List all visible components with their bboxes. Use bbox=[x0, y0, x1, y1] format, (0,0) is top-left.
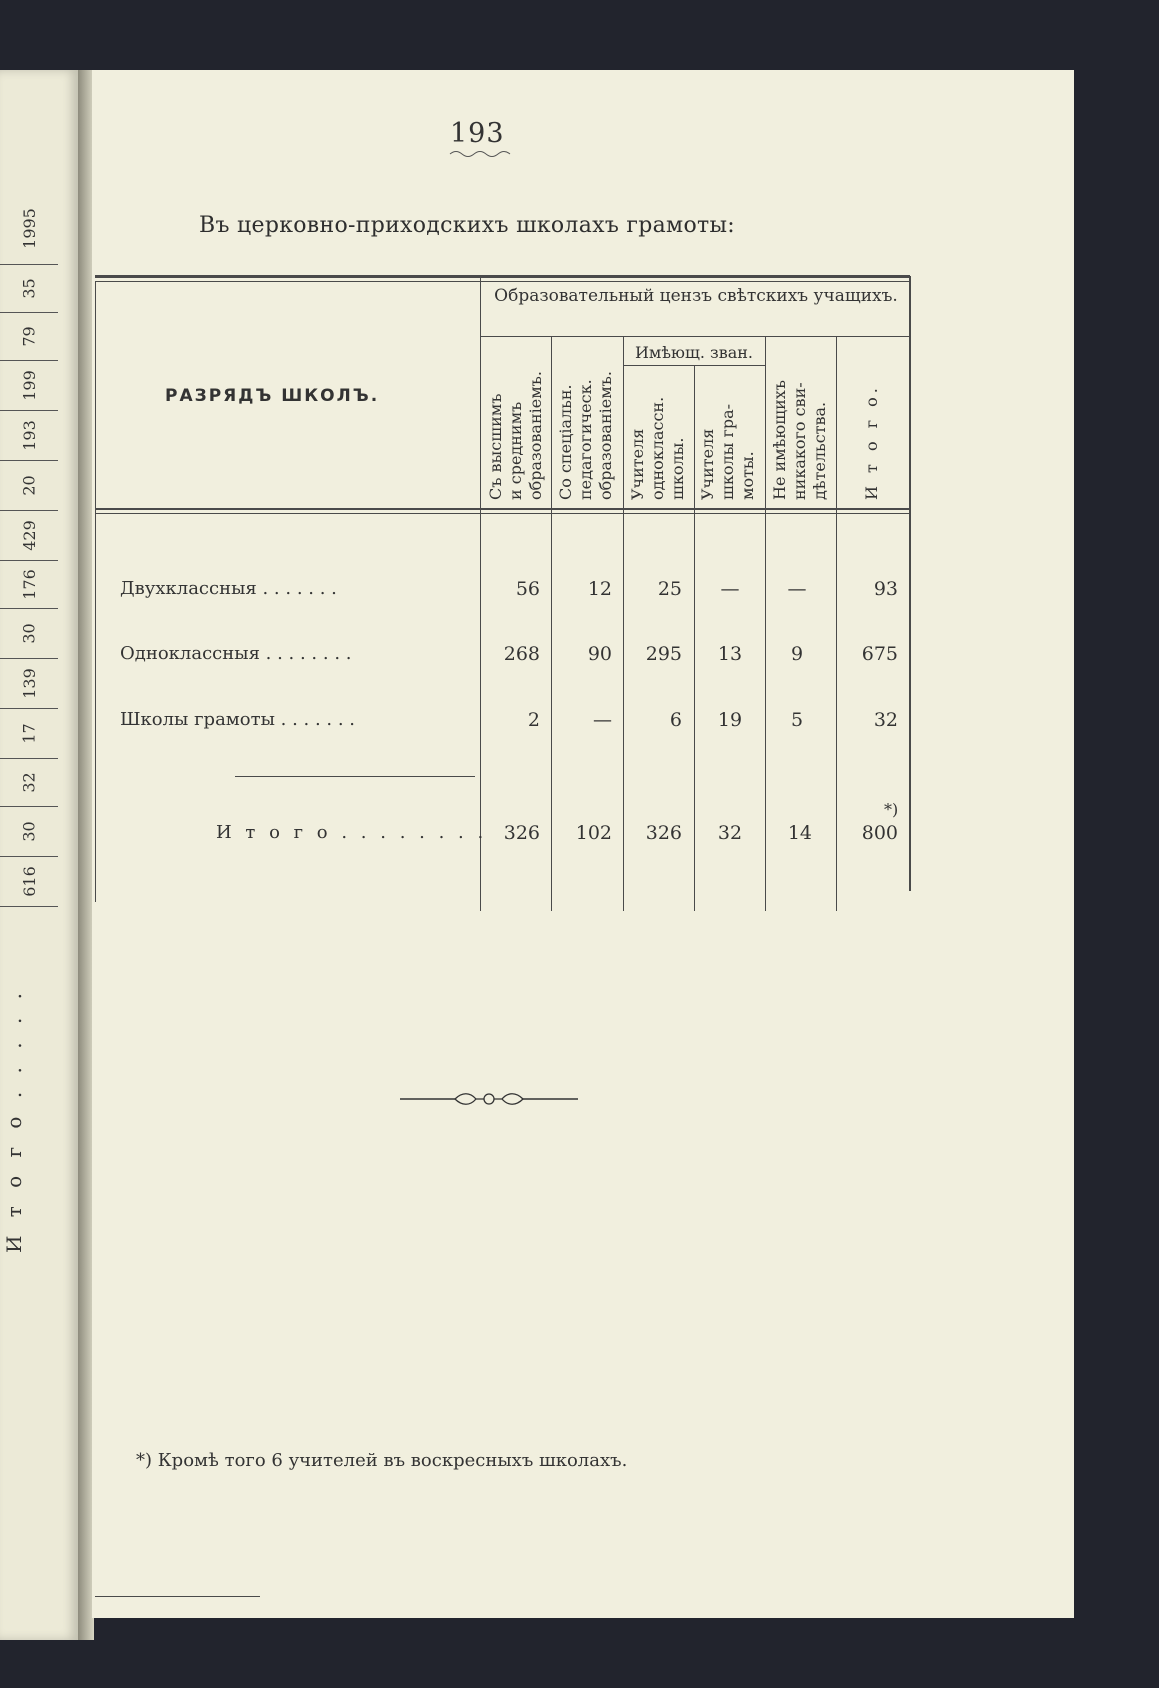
table-top-rule bbox=[95, 275, 910, 278]
header-bottom-rule bbox=[95, 508, 910, 510]
left-page-total-label: И т о г о . . . . . bbox=[2, 986, 27, 1254]
table-cell: 93 bbox=[873, 578, 898, 600]
left-page-value: 17 bbox=[0, 708, 58, 759]
column-header: Со спеціальн. педагогическ. образованіемъ. bbox=[556, 371, 615, 500]
left-page-value: 199 bbox=[0, 360, 58, 411]
left-page-value: 20 bbox=[0, 460, 58, 511]
left-page-value: 35 bbox=[0, 264, 58, 313]
total-cell: 326 bbox=[503, 822, 540, 844]
left-page-values bbox=[0, 192, 58, 1572]
row-header: РАЗРЯДЪ ШКОЛЪ. bbox=[165, 386, 380, 406]
ornament-divider bbox=[400, 1090, 578, 1108]
footnote: *) Кромѣ того 6 учителей въ воскресныхъ школахъ. bbox=[136, 1450, 628, 1471]
left-page-value: 429 bbox=[0, 510, 58, 561]
total-label: И т о г о . . . . . . . . bbox=[216, 822, 488, 843]
group-header: Образовательный цензъ свѣтскихъ учащихъ. bbox=[494, 286, 898, 306]
left-page-value: 616 bbox=[0, 856, 58, 907]
left-page-value: 79 bbox=[0, 312, 58, 361]
left-page-value: 176 bbox=[0, 560, 58, 609]
page-number: 193 bbox=[450, 118, 505, 149]
table-cell: 32 bbox=[873, 709, 898, 731]
section-title: Въ церковно-приходскихъ школахъ грамоты: bbox=[199, 213, 735, 238]
table-cell: 13 bbox=[717, 643, 743, 665]
left-page-value: 32 bbox=[0, 758, 58, 807]
row-label: Двухклассныя . . . . . . . bbox=[120, 578, 337, 599]
column-header: Не имѣющихъ никакого сви- дѣтельства. bbox=[770, 380, 829, 500]
total-cell: 32 bbox=[717, 822, 743, 844]
left-page-value: 30 bbox=[0, 806, 58, 857]
table-cell: 19 bbox=[717, 709, 743, 731]
table-cell: — bbox=[787, 578, 807, 600]
table-cell: 6 bbox=[669, 709, 682, 731]
table-right-border bbox=[909, 276, 911, 891]
table-cell: 268 bbox=[503, 643, 540, 665]
column-header: Съ высшимъ и среднимъ образованіемъ. bbox=[486, 371, 545, 500]
column-header: Учителя школы гра- моты. bbox=[698, 403, 757, 500]
left-page-value: 193 bbox=[0, 410, 58, 461]
footnote-rule bbox=[95, 1596, 260, 1597]
left-page-value: 139 bbox=[0, 658, 58, 709]
column-header: И т о г о. bbox=[862, 384, 881, 500]
row-label: Одноклассныя . . . . . . . . bbox=[120, 643, 352, 664]
table-cell: 295 bbox=[645, 643, 682, 665]
column-divider bbox=[836, 337, 837, 911]
column-divider bbox=[623, 337, 624, 911]
subgroup-header: Имѣющ. зван. bbox=[634, 343, 754, 362]
table-cell: 5 bbox=[790, 709, 804, 731]
table-left-border bbox=[95, 282, 96, 902]
total-cell: 14 bbox=[787, 822, 812, 844]
column-divider bbox=[480, 276, 481, 911]
column-header: Учителя одноклассн. школы. bbox=[628, 396, 687, 500]
table-cell: 56 bbox=[515, 578, 540, 600]
total-rule bbox=[235, 776, 475, 777]
table-cell: 9 bbox=[790, 643, 804, 665]
table-top-rule-thin bbox=[95, 281, 910, 282]
table-cell: 25 bbox=[657, 578, 682, 600]
page-number-ornament bbox=[448, 149, 518, 159]
left-page-value: 30 bbox=[0, 608, 58, 659]
group-header-rule bbox=[480, 336, 910, 337]
header-bottom-rule-thin bbox=[95, 513, 910, 514]
left-page-edge bbox=[0, 70, 78, 1640]
table-cell: 12 bbox=[587, 578, 612, 600]
left-page-value: 1995 bbox=[0, 192, 58, 265]
table-cell: 90 bbox=[587, 643, 612, 665]
table-cell: 675 bbox=[861, 643, 898, 665]
column-divider bbox=[694, 366, 695, 911]
row-label: Школы грамоты . . . . . . . bbox=[120, 709, 356, 730]
table-cell: — bbox=[720, 578, 740, 600]
total-cell: 102 bbox=[575, 822, 612, 844]
total-cell: 326 bbox=[645, 822, 682, 844]
table-cell: — bbox=[593, 709, 612, 731]
column-divider bbox=[551, 337, 552, 911]
total-cell: 800 bbox=[861, 822, 898, 844]
total-footnote-mark: *) bbox=[884, 800, 899, 819]
table-cell: 2 bbox=[527, 709, 540, 731]
